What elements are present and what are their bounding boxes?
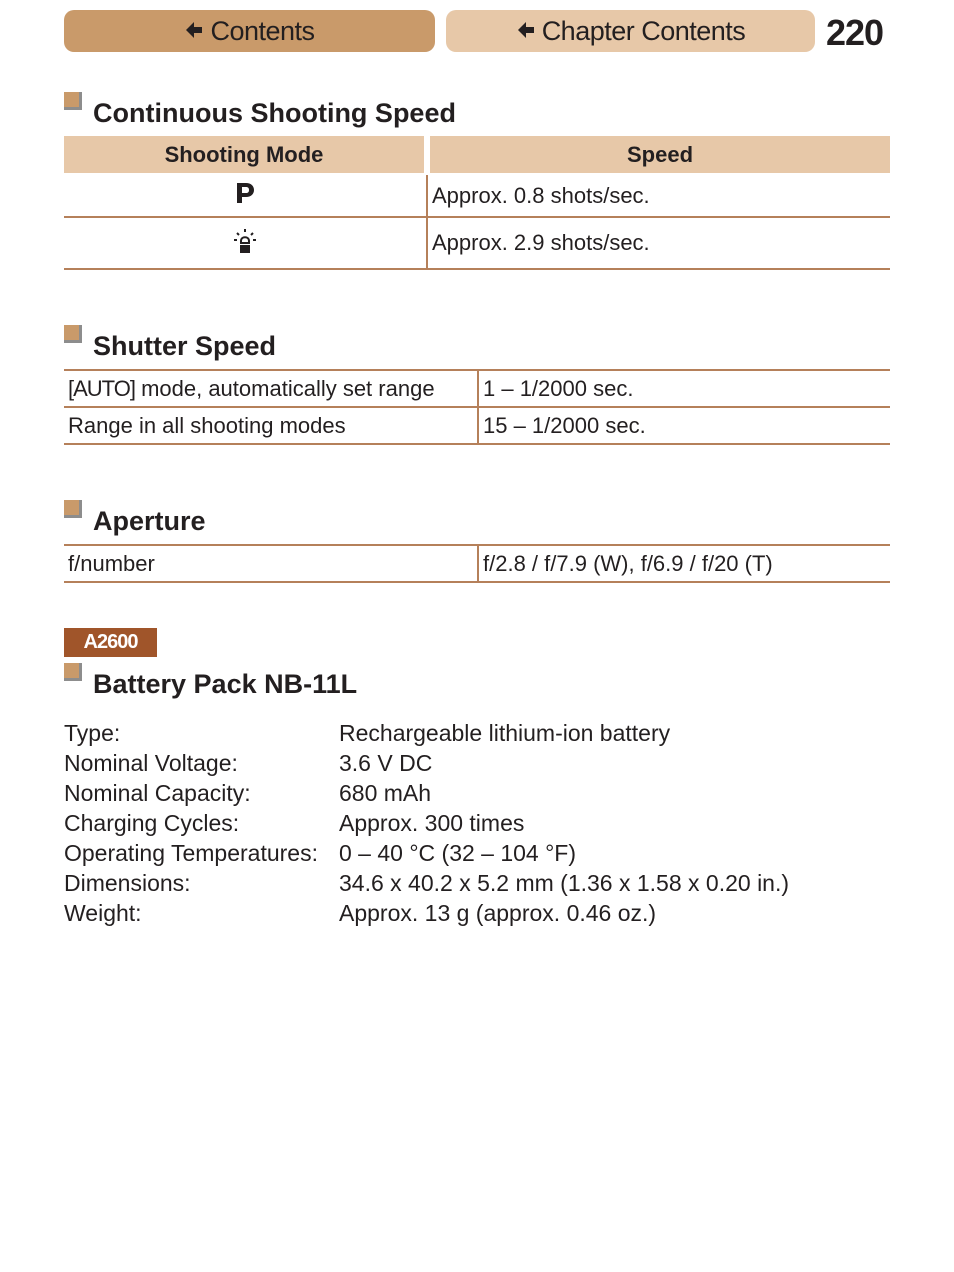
section-title: Continuous Shooting Speed [93,98,456,128]
spec-label: Dimensions: [64,869,191,896]
model-badge: A2600 [64,628,157,657]
section-square-icon [64,500,82,518]
spec-label: Nominal Voltage: [64,749,238,776]
aperture-table [64,544,890,583]
section-heading-continuous [64,98,456,128]
arrow-left-icon [184,16,204,47]
contents-button[interactable] [64,10,435,52]
value-cell: 15 – 1/2000 sec. [478,407,890,444]
section-heading-battery [64,669,357,699]
page-number: 220 [826,12,884,53]
list-item [64,748,789,778]
spec-value: Approx. 13 g (approx. 0.46 oz.) [339,899,657,926]
arrow-left-icon [516,16,536,47]
battery-spec-list [64,718,789,928]
table-row [64,407,890,444]
chapter-contents-button[interactable] [446,10,815,52]
speed-cell: Approx. 0.8 shots/sec. [427,174,890,217]
section-square-icon [64,663,82,681]
program-mode-icon [234,180,256,211]
continuous-speed-table [64,136,890,270]
table-row [64,545,890,582]
spec-label: Weight: [64,899,142,926]
spec-value: 3.6 V DC [339,749,433,776]
spec-label: Nominal Capacity: [64,779,251,806]
section-square-icon [64,92,82,110]
spec-value: 34.6 x 40.2 x 5.2 mm (1.36 x 1.58 x 0.20 in.) [339,869,790,896]
table-row [64,370,890,407]
section-title: Shutter Speed [93,331,277,361]
auto-mode-icon: [AUTO] [68,375,135,401]
list-item [64,838,789,868]
section-heading-aperture [64,506,206,536]
section-square-icon [64,325,82,343]
low-light-mode-icon [231,235,259,260]
spec-value: Approx. 300 times [339,809,525,836]
section-title: Battery Pack NB-11L [93,669,358,699]
list-item [64,898,789,928]
list-item [64,778,789,808]
table-row [64,217,890,269]
spec-label: Type: [64,719,121,746]
spec-value: 680 mAh [339,779,432,806]
spec-label: Operating Temperatures: [64,839,318,866]
list-item [64,808,789,838]
label-text: mode, automatically set range [134,375,435,401]
spec-value: Rechargeable lithium-ion battery [339,719,671,746]
mode-cell [64,174,427,217]
value-cell: f/2.8 / f/7.9 (W), f/6.9 / f/20 (T) [478,545,890,582]
section-title: Aperture [93,506,206,536]
mode-cell [64,217,427,269]
section-heading-shutter [64,331,276,361]
list-item [64,868,789,898]
table-header: Speed [427,136,890,174]
spec-label: Charging Cycles: [64,809,240,836]
label-cell: Range in all shooting modes [64,407,478,444]
spec-value: 0 – 40 °C (32 – 104 °F) [339,839,577,866]
table-row [64,174,890,217]
speed-cell: Approx. 2.9 shots/sec. [427,217,890,269]
contents-label: Contents [210,15,315,46]
shutter-speed-table [64,369,890,445]
chapter-contents-label: Chapter Contents [541,15,746,46]
label-cell: f/number [64,545,478,582]
list-item [64,718,789,748]
value-cell: 1 – 1/2000 sec. [478,370,890,407]
label-cell [64,370,478,407]
table-header: Shooting Mode [64,136,427,174]
